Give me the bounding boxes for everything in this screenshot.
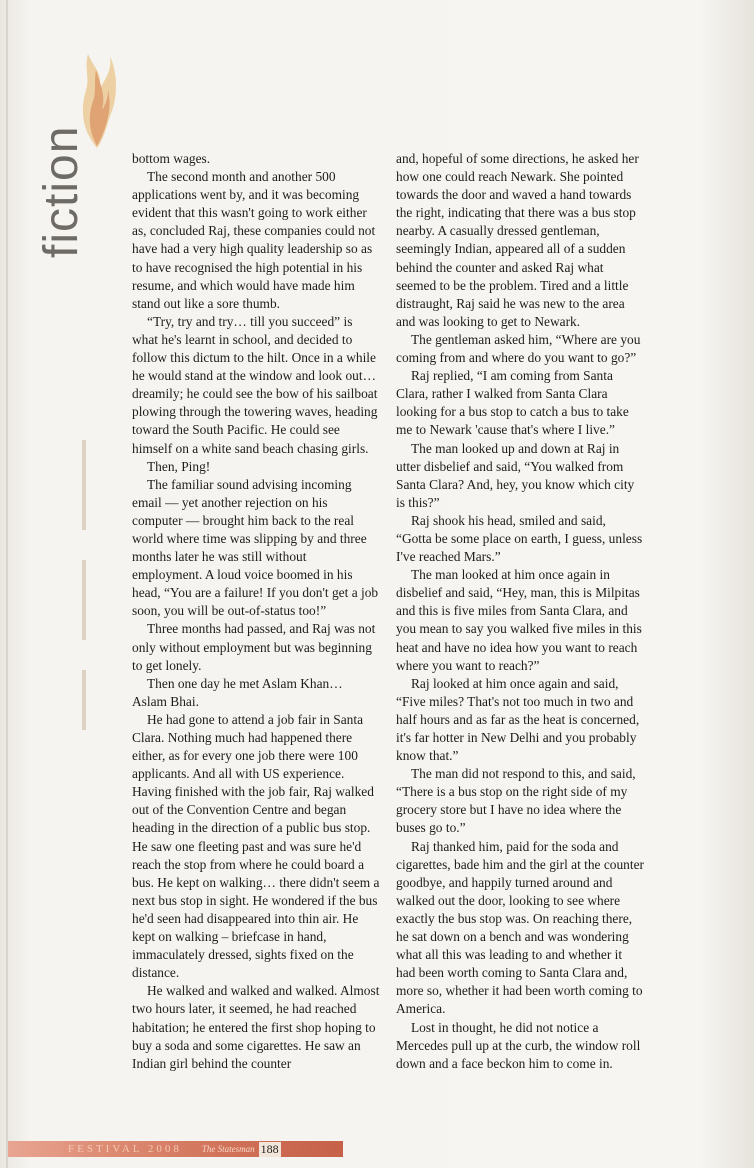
margin-ornament [82, 560, 86, 640]
binding-edge [6, 0, 8, 1168]
footer-festival-label: FESTIVAL 2008 [68, 1143, 182, 1155]
footer-publication-label: The Statesman [201, 1144, 255, 1154]
paragraph: Raj looked at him once again and said, “Five miles? That's not too much in two and half hours and as far as the heat is concerned, it's far hotter in New Delhi and you probably know that.” [396, 675, 640, 764]
paragraph: Lost in thought, he did not notice a Mercedes pull up at the curb, the window roll down and a face beckon him to come in. [396, 1019, 641, 1071]
paragraph: The gentleman asked him, “Where are you coming from and where do you want to go?” [396, 331, 641, 366]
paragraph: “Try, try and try… till you succeed” is what he's learnt in school, and decided to follow this dictum to the hilt. Once in a while he would stand at the window and look out… dreamily; he could see the bow of his sailboat plowing through the towering waves, heading toward the South Pacific. He could see himself on a white sand beach chasing girls. [132, 313, 378, 456]
page-footer [8, 1141, 343, 1157]
page-number: 188 [260, 1141, 279, 1156]
section-label: fiction [35, 125, 88, 258]
paragraph: Three months had passed, and Raj was not only without employment but was beginning to get lonely. [132, 621, 376, 673]
article-column-left [132, 150, 380, 1073]
margin-ornament [82, 440, 86, 530]
margin-ornament [82, 670, 86, 730]
paragraph: and, hopeful of some directions, he asked her how one could reach Newark. She pointed towards the door and waved a hand towards the right, indicating that there was a bus stop nearby. A casually dressed gentleman, seemingly Indian, appeared all of a sudden behind the counter and asked Raj what seemed to be the problem. Tired and a little distraught, Raj said he was new to the area and was looking to get to Newark. [396, 151, 639, 329]
article-column-right [396, 150, 644, 1073]
paragraph: The second month and another 500 applications went by, and it was becoming evident that this wasn't going to work either as, concluded Raj, these companies could not have had a very high quality leadership so as to have recognised the high potential in his resume, and which would have made him stand out like a sore thumb. [132, 169, 376, 311]
paragraph: He walked and walked and walked. Almost two hours later, it seemed, he had reached habitation; he entered the first shop hoping to buy a soda and some cigarettes. He saw an Indian girl behind the counter [132, 983, 380, 1071]
paragraph: Then, Ping! [147, 458, 211, 474]
paragraph: The man looked up and down at Raj in utter disbelief and said, “You walked from Santa Clara? And, hey, you know which city is this?” [396, 440, 635, 510]
paragraph: bottom wages. [132, 151, 211, 166]
paragraph: Raj thanked him, paid for the soda and cigarettes, bade him and the girl at the counter goodbye, and happily turned around and walked out the door, looking to see where exactly the bus stop was. On reaching there, he sat down on a bench and was wondering what all this was leading to and whether it had been worth coming to Santa Clara and, more so, whether it had been worth coming to America. [396, 838, 645, 1017]
paragraph: He had gone to attend a job fair in Santa Clara. Nothing much had happened there either, as for every one job there were 100 applicants. And all with US experience. Having finished with the job fair, Raj walked out of the Convention Centre and began heading in the direction of a public bus stop. He saw one fleeting past and was sure he'd reach the stop from where he could board a bus. He kept on walking… there didn't seem a next bus stop in sight. He wondered if the bus he'd seen had disappeared into thin air. He kept on walking – briefcase in hand, immaculately dressed, sights fixed on the distance. [132, 711, 380, 981]
paragraph: The man did not respond to this, and said, “There is a bus stop on the right side of my grocery store but I have no idea where the buses go to.” [396, 766, 636, 836]
paragraph: Raj shook his head, smiled and said, “Gotta be some place on earth, I guess, unless I've reached Mars.” [396, 512, 643, 565]
paragraph: The familiar sound advising incoming email — yet another rejection on his computer — brought him back to the real world where time was slipping by and three months later he was still without employment. A loud voice boomed in his head, “You are a failure! If you don't get a job soon, you will be out-of-status too!” [132, 476, 379, 619]
paragraph: The man looked at him once again in disbelief and said, “Hey, man, this is Milpitas and this is five miles from Santa Clara, and you mean to say you walked five miles in this heat and have no idea how you want to reach where you want to reach?” [396, 567, 642, 673]
paragraph: Raj replied, “I am coming from Santa Clara, rather I walked from Santa Clara looking for a bus stop to catch a bus to take me to Newark 'cause that's where I live.” [396, 368, 629, 438]
paragraph: Then one day he met Aslam Khan… Aslam Bhai. [132, 675, 343, 709]
